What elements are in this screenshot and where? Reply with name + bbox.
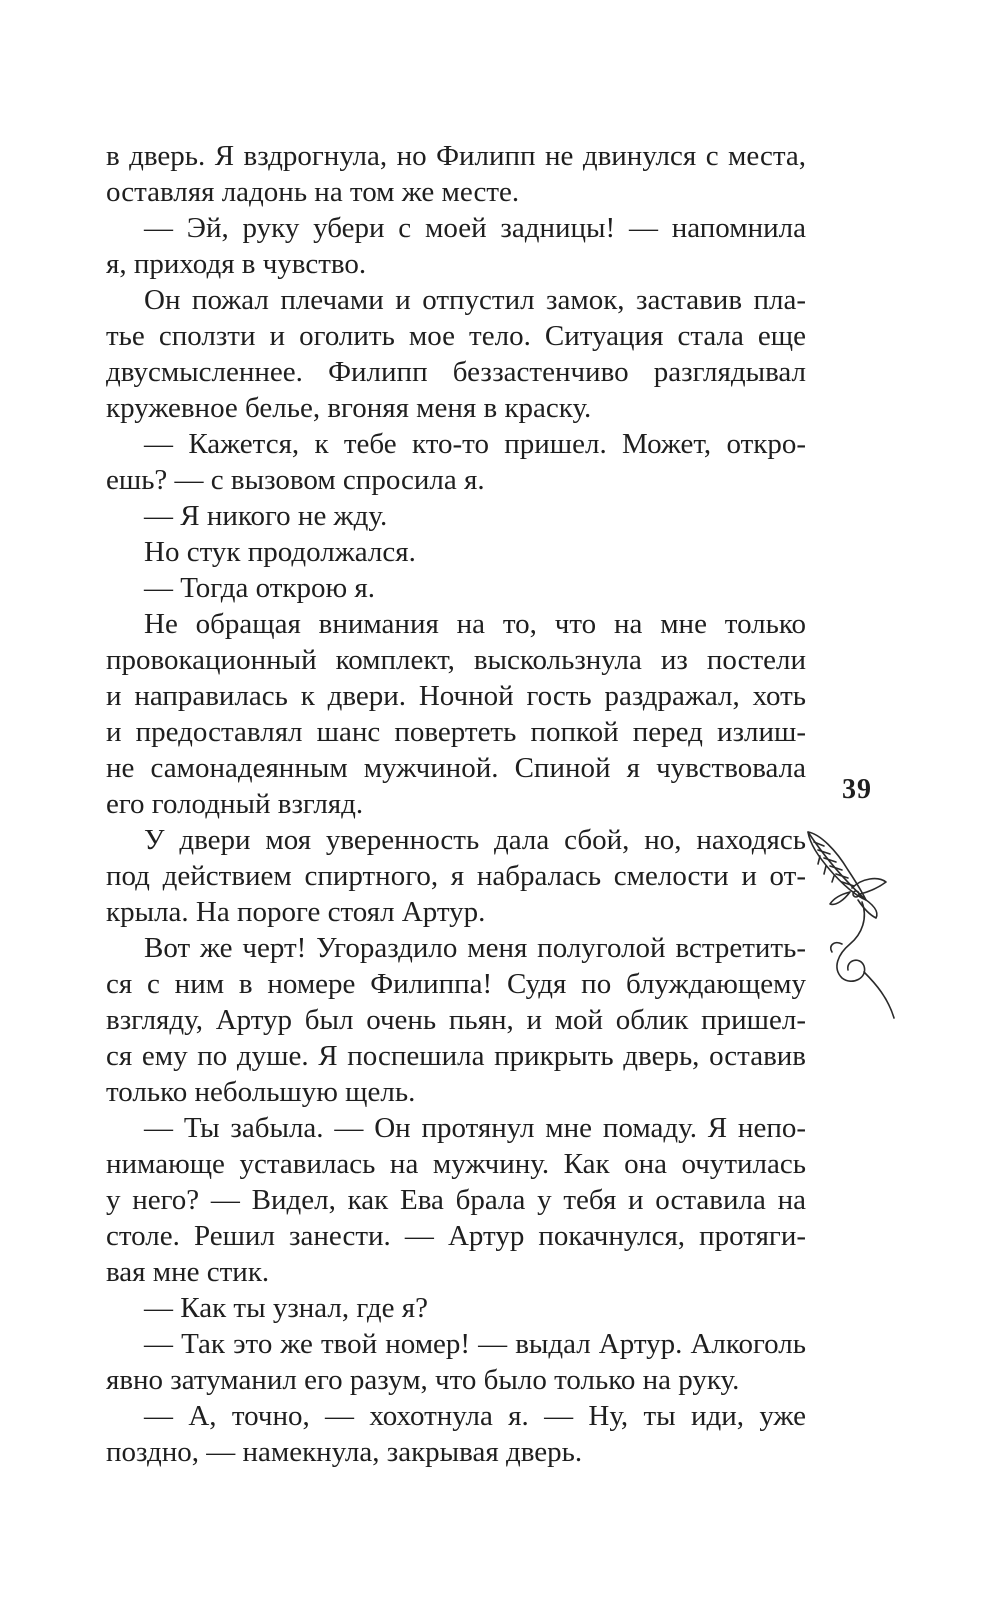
- text-line: У двери моя уверенность дала сбой, но, находясь: [144, 824, 806, 856]
- text-line: Но стук продолжался.: [144, 536, 416, 568]
- text-line: крыла. На пороге стоял Артур.: [106, 896, 486, 928]
- feather-swirl-ornament-icon: [790, 822, 930, 1022]
- text-line: Вот же черт! Угораздило меня полуголой встретить-: [144, 932, 806, 964]
- body-text: [106, 138, 806, 1470]
- text-line: только небольшую щель.: [106, 1076, 416, 1108]
- text-line: явно затуманил его разум, что было только на руку.: [106, 1364, 740, 1396]
- text-line: — Я никого не жду.: [144, 500, 388, 532]
- text-line: — Так это же твой номер! — выдал Артур. Алкоголь: [144, 1328, 806, 1360]
- text-line: столе. Решил занести. — Артур покачнулся, протяги-: [106, 1220, 806, 1252]
- text-line: — Тогда открою я.: [144, 572, 375, 604]
- text-line: — Ты забыла. — Он протянул мне помаду. Я непо-: [144, 1112, 806, 1144]
- text-line: — А, точно, — хохотнула я. — Ну, ты иди, уже: [144, 1400, 806, 1432]
- text-line: у него? — Видел, как Ева брала у тебя и оставила на: [106, 1184, 806, 1216]
- text-line: — Кажется, к тебе кто-то пришел. Может, откро-: [144, 428, 806, 460]
- text-line: поздно, — намекнула, закрывая дверь.: [106, 1436, 583, 1468]
- text-line: — Эй, руку убери с моей задницы! — напомнила: [144, 212, 806, 244]
- text-line: ешь? — с вызовом спросила я.: [106, 464, 485, 496]
- text-line: ся с ним в номере Филиппа! Судя по блуждающему: [106, 968, 806, 1000]
- text-line: Он пожал плечами и отпустил замок, заставив пла-: [144, 284, 806, 316]
- text-line: провокационный комплект, выскользнула из постели: [106, 644, 806, 676]
- text-line: нимающе уставилась на мужчину. Как она очутилась: [106, 1148, 806, 1180]
- text-line: под действием спиртного, я набралась смелости и от-: [106, 860, 806, 892]
- text-line: Не обращая внимания на то, что на мне только: [144, 608, 806, 640]
- text-line: — Как ты узнал, где я?: [144, 1292, 428, 1324]
- text-line: взгляду, Артур был очень пьян, и мой облик пришел-: [106, 1004, 806, 1036]
- text-line: кружевное белье, вгоняя меня в краску.: [106, 392, 592, 424]
- text-line: двусмысленнее. Филипп беззастенчиво разглядывал: [106, 356, 806, 388]
- text-line: оставляя ладонь на том же месте.: [106, 176, 520, 208]
- text-line: вая мне стик.: [106, 1256, 270, 1288]
- text-line: я, приходя в чувство.: [106, 248, 367, 280]
- text-line: не самонадеянным мужчиной. Спиной я чувствовала: [106, 752, 806, 784]
- text-line: тье сползти и оголить мое тело. Ситуация стала еще: [106, 320, 806, 352]
- text-line: и направилась к двери. Ночной гость раздражал, хоть: [106, 680, 806, 712]
- text-line: и предоставлял шанс повертеть попкой перед излиш-: [106, 716, 806, 748]
- text-line: ся ему по душе. Я поспешила прикрыть дверь, оставив: [106, 1040, 806, 1072]
- text-line: в дверь. Я вздрогнула, но Филипп не двинулся с места,: [106, 140, 806, 172]
- page-number: 39: [842, 774, 872, 805]
- text-line: его голодный взгляд.: [106, 788, 364, 820]
